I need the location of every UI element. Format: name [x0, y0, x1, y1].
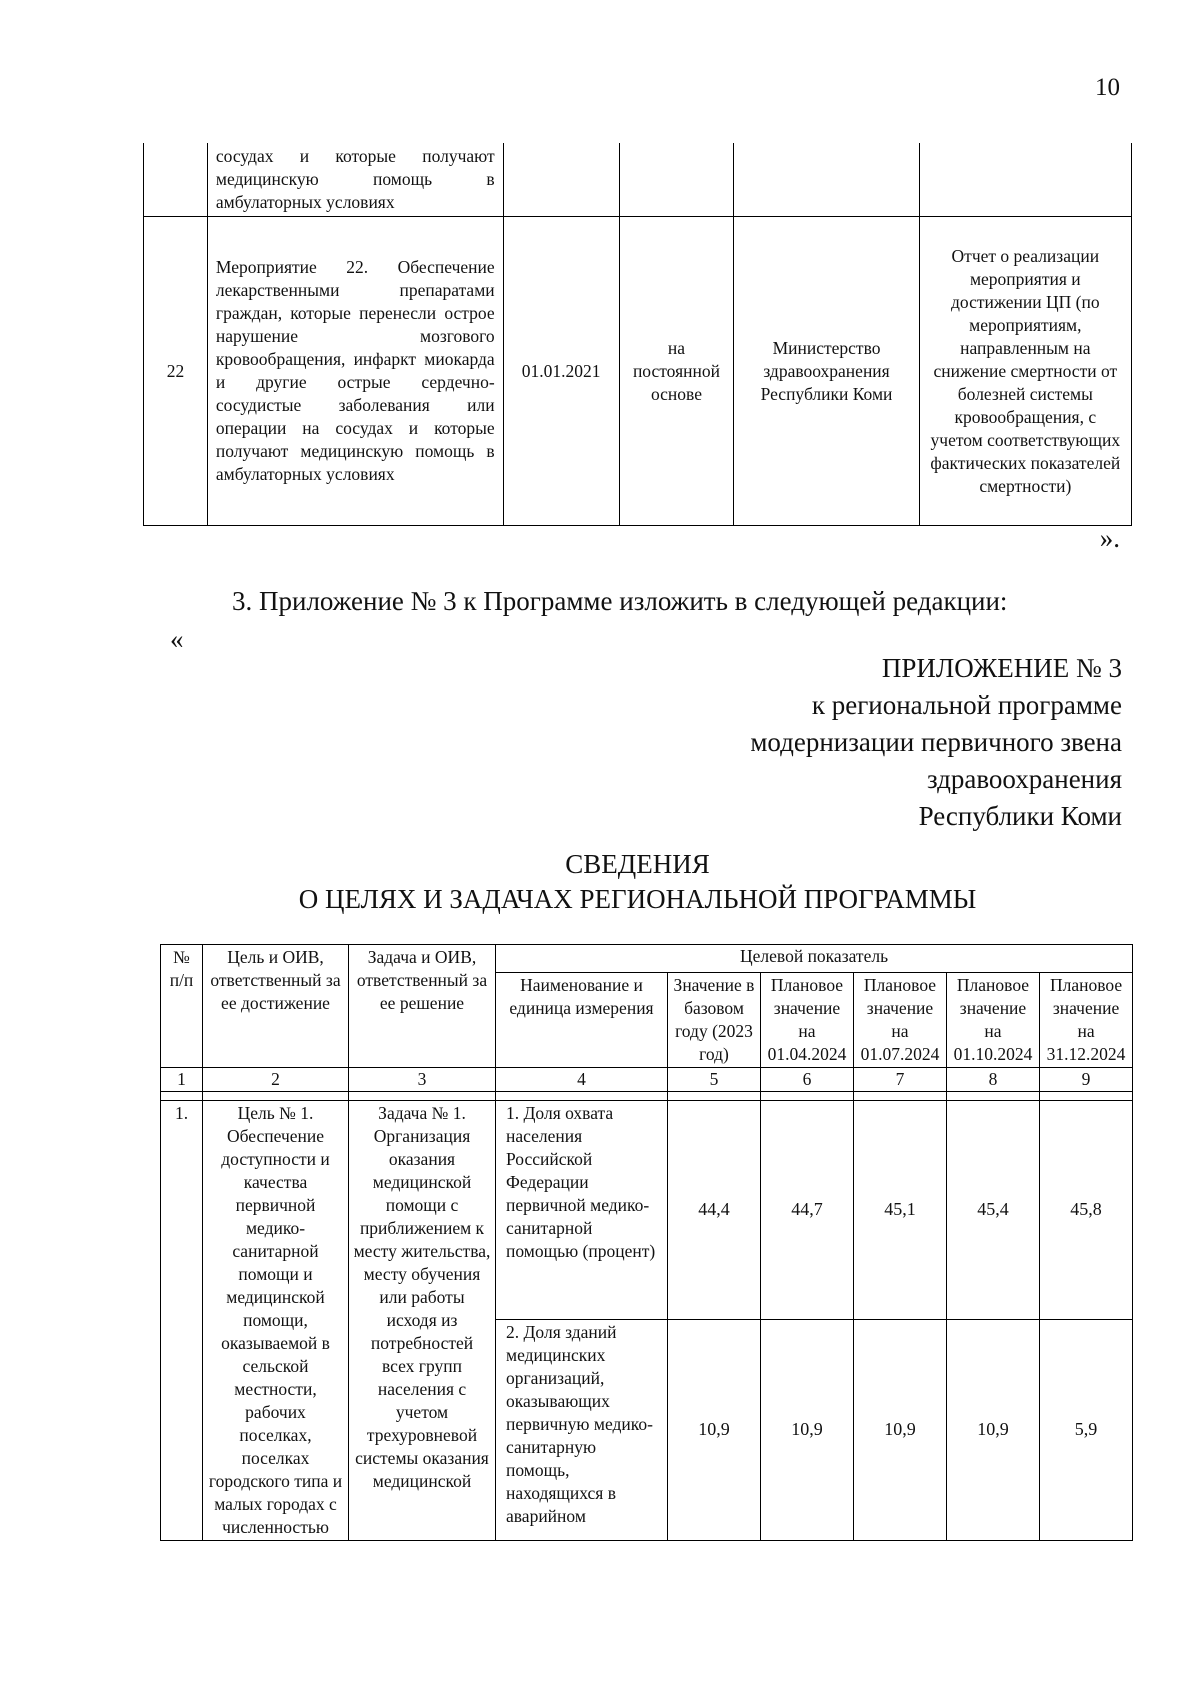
measures-table: [143, 143, 1132, 526]
cell-indicator-name: 2. Доля зданий медицинских организаций, оказывающих первичную медико-санитарную помощь, находящихся в аварийном: [496, 1319, 668, 1540]
cell-indicator-name: 1. Доля охвата населения Российской Федерации первичной медико-санитарной помощью (процент): [496, 1101, 668, 1320]
column-number: 2: [203, 1068, 349, 1092]
cell-end: на постоянной основе: [619, 217, 734, 526]
header-indicator-group: Целевой показатель: [496, 945, 1133, 973]
header-name-unit: Наименование и единица измерения: [496, 973, 668, 1068]
instruction-paragraph: 3. Приложение № 3 к Программе изложить в следующей редакции:: [232, 586, 1008, 616]
appendix-line: к региональной программе: [811, 690, 1122, 720]
table-row: [144, 217, 1132, 526]
column-number: 1: [161, 1068, 203, 1092]
cell-plan-value: 10,9: [761, 1319, 854, 1540]
cell-plan-value: 45,1: [854, 1101, 947, 1320]
table-spacer-row: [161, 1092, 1133, 1101]
appendix-line: модернизации первичного звена: [750, 727, 1122, 757]
cell-plan-value: 44,7: [761, 1101, 854, 1320]
cell-goal: Цель № 1. Обеспечение доступности и качества первичной медико-санитарной помощи и медицинской помощи, оказываемой в сельской местности, рабочих поселках, поселках городского типа и малых городах с численностью: [203, 1101, 349, 1541]
cell-number: 22: [144, 217, 208, 526]
table-header-row: [161, 945, 1133, 973]
column-number: 4: [496, 1068, 668, 1092]
column-number: 3: [349, 1068, 496, 1092]
cell-plan-value: 10,9: [947, 1319, 1040, 1540]
table-row: [144, 143, 1132, 217]
cell-report: Отчет о реализации мероприятия и достижении ЦП (по мероприятиям, направленным на снижение смертности от болезней системы кровообращения, с учетом соответствующих фактических показателей смертности): [919, 217, 1131, 526]
appendix-title: ПРИЛОЖЕНИЕ № 3: [881, 653, 1122, 683]
cell-executor: [734, 143, 919, 217]
cell-plan-value: 45,4: [947, 1101, 1040, 1320]
cell-executor: Министерство здравоохранения Республики Коми: [734, 217, 919, 526]
header-base: Значение в базовом году (2023 год): [668, 973, 761, 1068]
cell-end: [619, 143, 734, 217]
column-numbers-row: [161, 1068, 1133, 1092]
header-num: № п/п: [161, 945, 203, 1068]
closing-quote: ».: [1099, 523, 1120, 553]
header-plan-q4: Плановое значение на 31.12.2024: [1040, 973, 1133, 1068]
header-goal: Цель и ОИВ, ответственный за ее достижение: [203, 945, 349, 1068]
cell-plan-value: 45,8: [1040, 1101, 1133, 1320]
header-plan-q1: Плановое значение на 01.04.2024: [761, 973, 854, 1068]
column-number: 6: [761, 1068, 854, 1092]
cell-measure-continuation: сосудах и которые получают медицинскую помощь в амбулаторных условиях: [207, 143, 503, 217]
cell-plan-value: 5,9: [1040, 1319, 1133, 1540]
header-task: Задача и ОИВ, ответственный за ее решение: [349, 945, 496, 1068]
section-subheading: О ЦЕЛЯХ И ЗАДАЧАХ РЕГИОНАЛЬНОЙ ПРОГРАММЫ: [298, 884, 977, 914]
cell-row-number: 1.: [161, 1101, 203, 1541]
cell-base-value: 10,9: [668, 1319, 761, 1540]
cell-task: Задача № 1. Организация оказания медицинской помощи с приближением к месту жительства, месту обучения или работы исходя из потребностей всех групп населения с учетом трехуровневой системы оказания медицинской: [349, 1101, 496, 1541]
column-number: 8: [947, 1068, 1040, 1092]
cell-number: [144, 143, 208, 217]
section-heading: СВЕДЕНИЯ: [565, 849, 710, 879]
column-number: 5: [668, 1068, 761, 1092]
cell-measure: Мероприятие 22. Обеспечение лекарственными препаратами граждан, которые перенесли острое нарушение мозгового кровообращения, инфаркт миокарда и другие острые сердечно-сосудистые заболевания или операции на сосудах и которые получают медицинскую помощь в амбулаторных условиях: [207, 217, 503, 526]
header-plan-q3: Плановое значение на 01.10.2024: [947, 973, 1040, 1068]
column-number: 9: [1040, 1068, 1133, 1092]
cell-start-date: 01.01.2021: [503, 217, 619, 526]
header-plan-q2: Плановое значение на 01.07.2024: [854, 973, 947, 1068]
appendix-header: [640, 650, 1122, 835]
column-number: 7: [854, 1068, 947, 1092]
cell-base-value: 44,4: [668, 1101, 761, 1320]
page-number: 10: [1095, 74, 1120, 101]
opening-quote: «: [170, 624, 184, 654]
appendix-line: Республики Коми: [918, 801, 1122, 831]
targets-table: [160, 944, 1133, 1541]
appendix-line: здравоохранения: [926, 764, 1122, 794]
table-row: [161, 1101, 1133, 1320]
cell-report: [919, 143, 1131, 217]
cell-start: [503, 143, 619, 217]
cell-plan-value: 10,9: [854, 1319, 947, 1540]
